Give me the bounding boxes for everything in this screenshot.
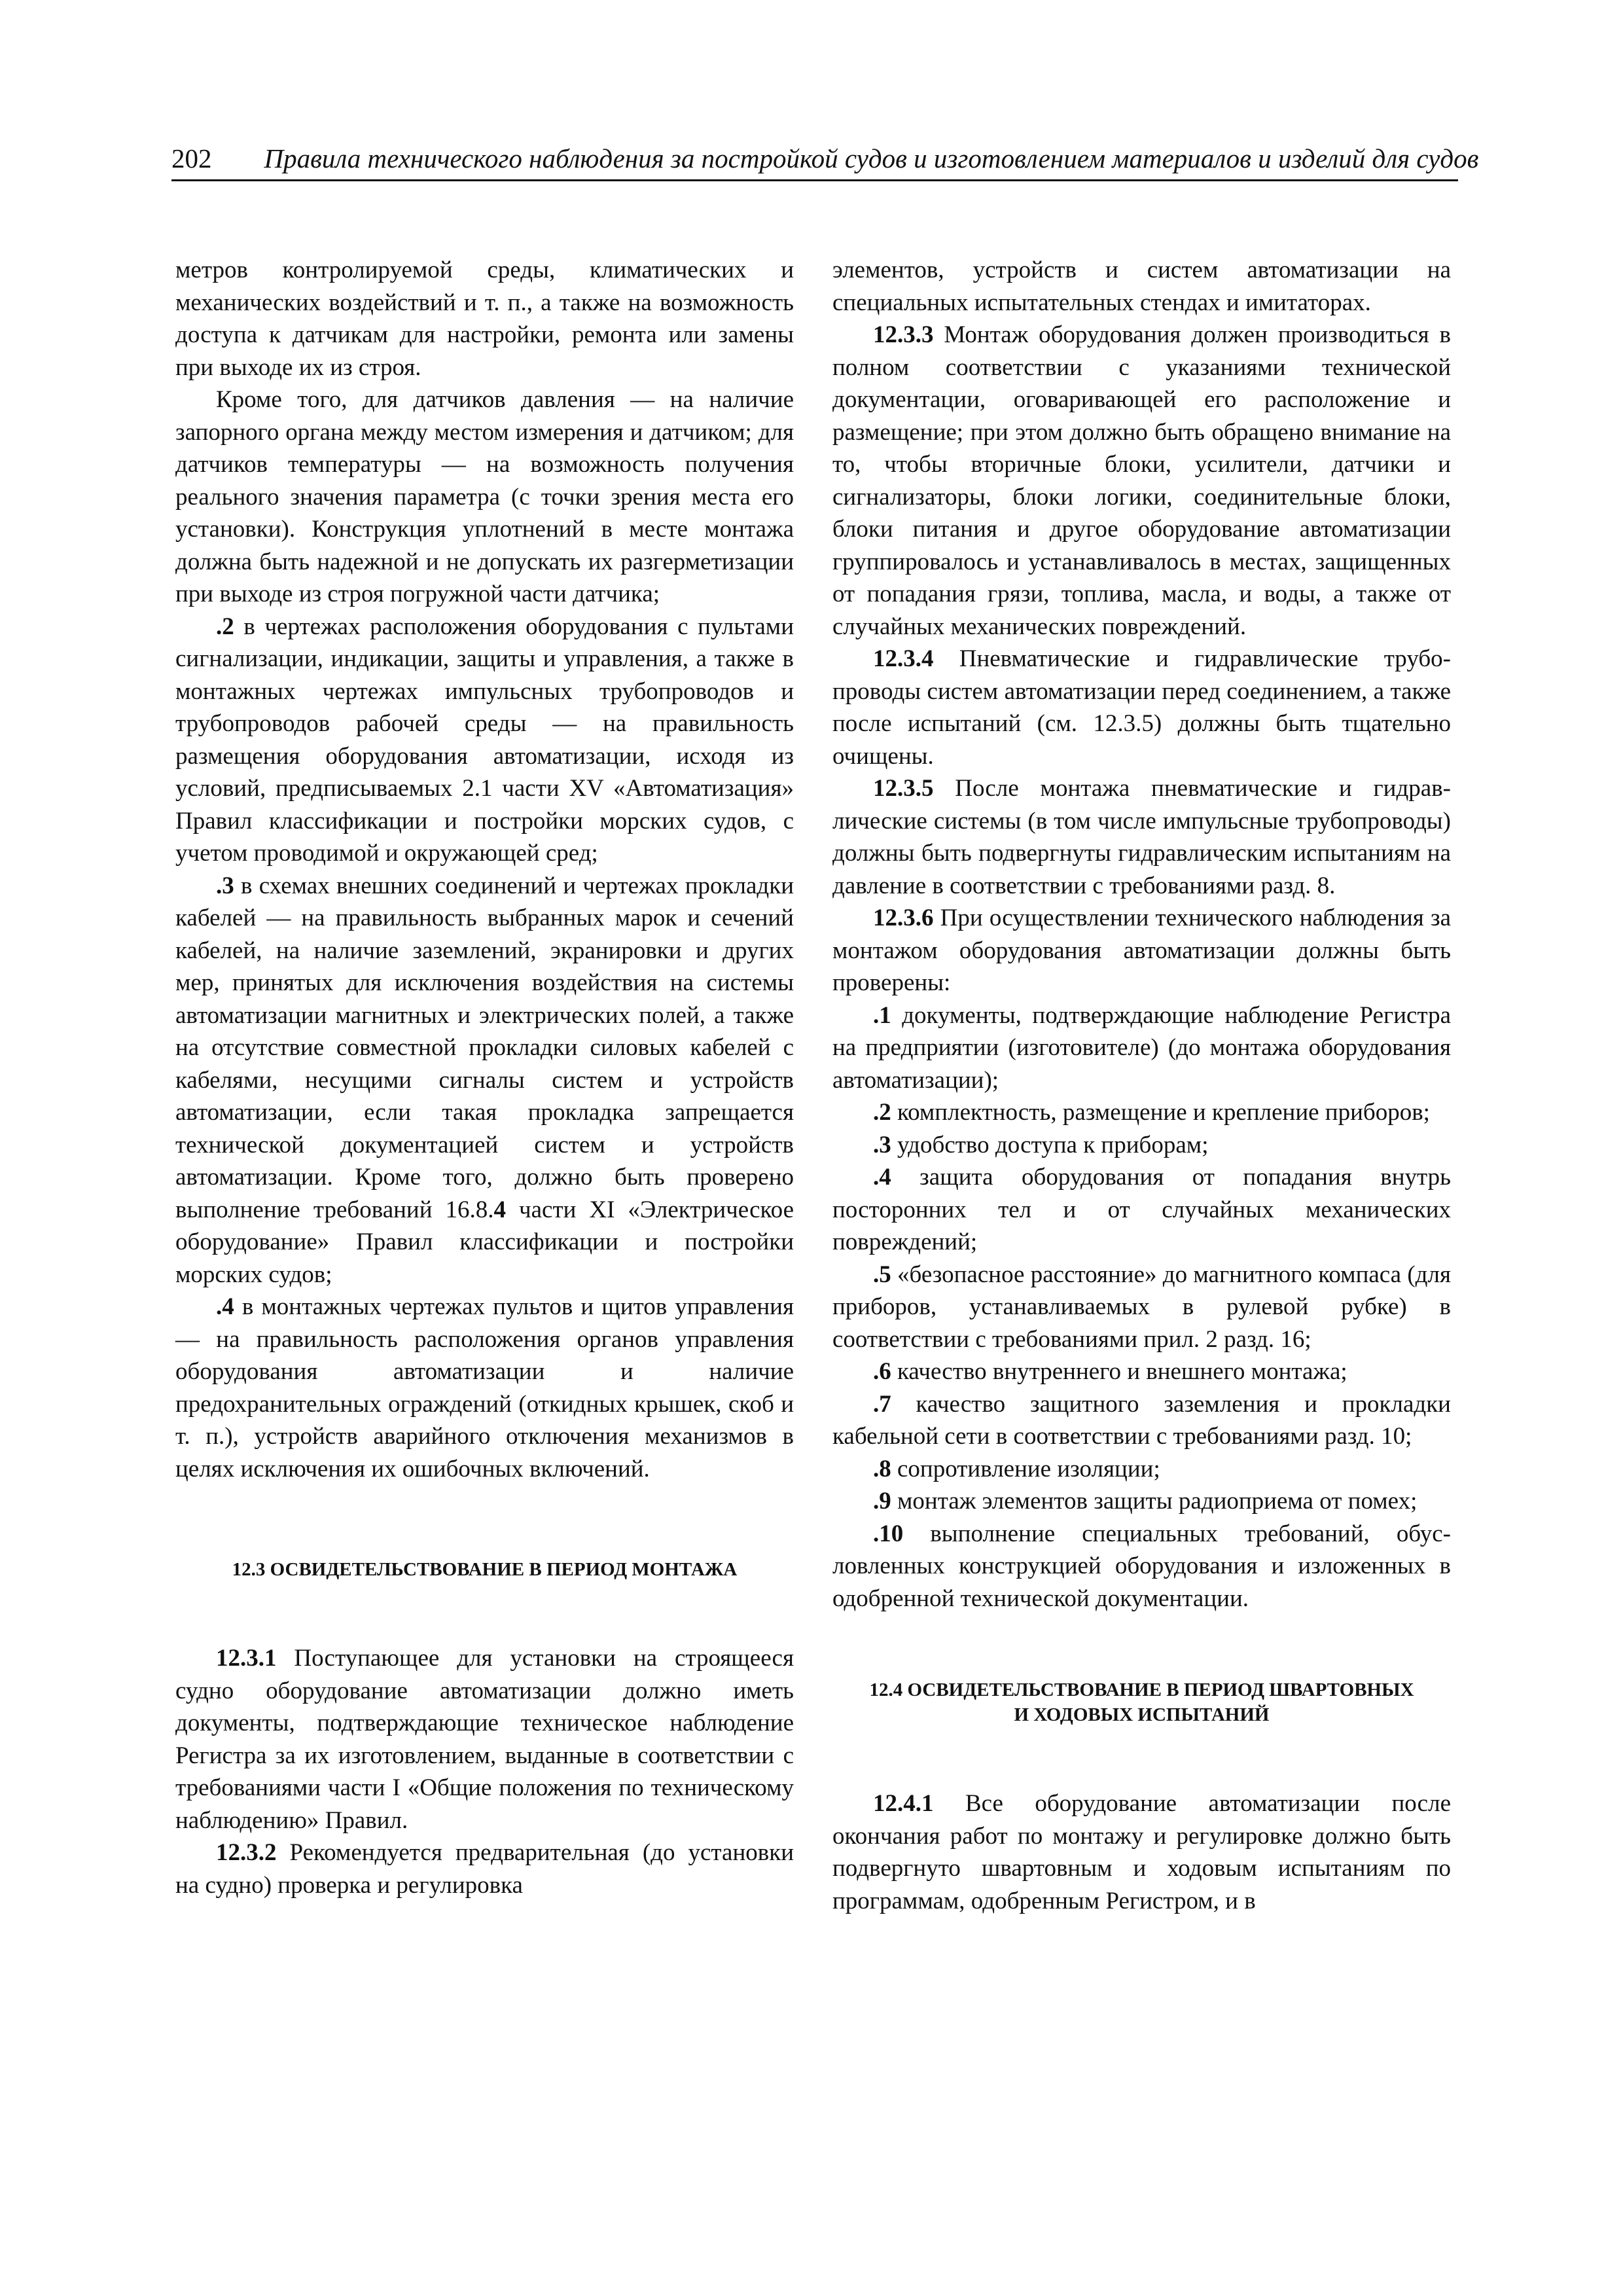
clause-text: Все оборудование автоматизации после окончания работ по монтажу и регулировке должно быть подвергнуто швартовным и ходовым испытаниям по программам, одобренным Регистром, и в <box>832 1790 1451 1914</box>
clause-number: 12.3.6 <box>873 905 934 931</box>
list-item <box>832 1485 1451 1518</box>
paragraph-12-3-6 <box>832 902 1451 999</box>
clause-text: Пневматические и гидравлические трубопроводы систем автоматизации перед соединением, а также после испытаний (см. 12.3.5) должны быть тщательно очищены. <box>832 645 1451 770</box>
paragraph-12-3-4 <box>832 643 1451 772</box>
item-number: .4 <box>873 1164 891 1191</box>
clause-text: Рекомендуется предварительная (до установки на судно) проверка и регулировка <box>175 1839 794 1899</box>
list-item <box>832 999 1451 1097</box>
paragraph-12-3-5 <box>832 772 1451 902</box>
list-item <box>832 1129 1451 1162</box>
clause-text: Поступающее для установки на строящееся судно оборудование автоматизации должно иметь документы, подтверждающие техническое наблюдение Регистра за их изготовлением, выданные в соответствии с требованиями части I «Общие положения по техническому наблюдению» Правил. <box>175 1645 794 1834</box>
clause-number: 12.4.1 <box>873 1790 934 1817</box>
right-column <box>832 254 1451 1917</box>
page-header <box>171 143 1479 181</box>
list-item <box>175 611 794 870</box>
item-text: защита оборудования от попадания внутрь посторонних тел и от случайных механических повреждений; <box>832 1164 1451 1255</box>
paragraph: элементов, устройств и систем автоматизации на специальных испытательных стендах и имитаторах. <box>832 257 1451 316</box>
item-text: в чертежах расположения оборудования с пультами сигнализации, индикации, защиты и управления, а также в монтажных чертежах импульсных трубопроводов и трубопроводов рабочей среды — на правильность размещения оборудования автоматизации, исходя из условий, предписываемых 2.1 части XV «Автоматизация» Правил классификации и постройки морских судов, с учетом проводимой и окружающей сред; <box>175 613 794 867</box>
item-text: комплектность, размещение и крепление приборов; <box>891 1099 1430 1126</box>
left-column <box>175 254 794 1901</box>
item-text: «безопасное расстояние» до магнитного компаса (для приборов, устанавливаемых в рулевой рубке) в соответствии с требованиями прил. 2 разд. 16; <box>832 1261 1451 1353</box>
list-item <box>832 1161 1451 1259</box>
item-bold-ref: 4 <box>493 1196 506 1223</box>
item-number: .7 <box>873 1390 891 1418</box>
list-item <box>832 1259 1451 1356</box>
item-number: .9 <box>873 1488 891 1515</box>
heading-line: И ХОДОВЫХ ИСПЫТАНИЙ <box>1014 1704 1270 1725</box>
list-item <box>832 1518 1451 1615</box>
item-text: сопротивление изоляции; <box>891 1455 1160 1482</box>
heading-line: 12.4 ОСВИДЕТЕЛЬСТВОВАНИЕ В ПЕРИОД ШВАРТОВНЫХ <box>869 1679 1414 1700</box>
item-number: .2 <box>873 1099 891 1126</box>
list-item <box>832 1096 1451 1129</box>
item-text: качество защитного заземления и прокладки кабельной сети в соответствии с требованиями разд. 10; <box>832 1390 1451 1450</box>
section-heading-12-3: 12.3 ОСВИДЕТЕЛЬСТВОВАНИЕ В ПЕРИОД МОНТАЖА <box>232 1559 738 1580</box>
item-number: .8 <box>873 1455 891 1482</box>
item-text: документы, подтверждающие наблюдение Регистра на предприятии (изготовителе) (до монтажа оборудования автоматизации); <box>832 1001 1451 1094</box>
paragraph-12-4-1 <box>832 1787 1451 1917</box>
clause-number: 12.3.5 <box>873 775 934 802</box>
item-number: .10 <box>873 1520 904 1547</box>
clause-text: После монтажа пневматические и гидравлические системы (в том числе импульсные трубопроводы) должны быть подвергнуты гидравлическим испытаниям на давление в соответствии с требованиями разд. 8. <box>832 775 1451 899</box>
clause-text: При осуществлении технического наблюдения за монтажом оборудования автоматизации должны быть проверены: <box>832 905 1451 996</box>
item-number: .6 <box>873 1358 891 1385</box>
paragraph: метров контролируемой среды, климатических и механических воздействий и т. п., а также на возможность доступа к датчикам для настройки, ремонта или замены при выходе их из строя. <box>175 257 794 381</box>
item-text: выполнение специальных требований, обусловленных конструкцией оборудования и изложенных в одобренной технической документации. <box>832 1520 1451 1612</box>
item-number: .5 <box>873 1261 891 1288</box>
clause-number: 12.3.3 <box>873 321 934 348</box>
section-heading-12-4 <box>832 1677 1451 1727</box>
item-number: .2 <box>216 613 234 640</box>
item-text: части XI «Электрическое оборудование» Правил классификации и постройки морских судов; <box>175 1196 794 1288</box>
item-number: .3 <box>873 1131 891 1158</box>
item-text: удобство доступа к приборам; <box>891 1131 1209 1158</box>
clause-text: Монтаж оборудования должен производиться в полном соответствии с указаниями технической документации, оговаривающей его расположение и размещение; при этом должно быть обращено внимание на то, чтобы вторичные блоки, усилители, датчики и сигнализаторы, блоки логики, соединительные блоки, блоки питания и другое оборудование автоматизации группировалось и устанавливалось в местах, защищенных от попадания грязи, топлива, масла, и воды, а также от случайных механических повреждений. <box>832 321 1451 640</box>
clause-number: 12.3.2 <box>216 1839 277 1866</box>
item-text: монтаж элементов защиты радиоприема от помех; <box>891 1488 1418 1515</box>
list-item <box>832 1355 1451 1388</box>
paragraph-12-3-1 <box>175 1642 794 1837</box>
list-item <box>832 1388 1451 1453</box>
item-number: .4 <box>216 1293 234 1320</box>
clause-number: 12.3.4 <box>873 645 934 672</box>
running-title: Правила технического наблюдения за постройкой судов и изготовлением материалов и изделий для судов <box>264 143 1479 173</box>
item-number: .3 <box>216 872 234 899</box>
list-item <box>175 1291 794 1485</box>
item-text: качество внутреннего и внешнего монтажа; <box>891 1358 1347 1385</box>
item-number: .1 <box>873 1001 891 1029</box>
list-item <box>175 870 794 1291</box>
paragraph: Кроме того, для датчиков давления — на наличие запорного органа между местом измерения и датчиком; для датчиков температуры — на возможность получения реального значения параметра (с точки зрения места его установки). Конструкция уплотнений в месте монтажа должна быть надежной и не допускать их разгерметизации при выходе из строя погружной части датчика; <box>175 386 794 607</box>
clause-number: 12.3.1 <box>216 1645 277 1672</box>
page-number: 202 <box>171 143 212 173</box>
paragraph-12-3-2 <box>175 1837 794 1901</box>
list-item <box>832 1453 1451 1486</box>
item-text: в схемах внешних соединений и чертежах прокладки кабелей — на правильность выбранных марок и сечений кабелей, на наличие заземлений, экранировки и других мер, принятых для исключения воздействия на системы автоматизации магнитных и электрических полей, а также на отсутствие совместной прокладки силовых кабелей с кабелями, несущими сигналы систем и устройств автоматизации, если такая прокладка запрещается технической документацией систем и устройств автоматизации. Кроме того, должно быть проверено выполнение требований 16.8. <box>175 872 794 1223</box>
paragraph-12-3-3 <box>832 319 1451 643</box>
item-text: в монтажных чертежах пультов и щитов управления — на правильность расположения органов управления оборудования автоматизации и наличие предохранительных ограждений (откидных крышек, скоб и т. п.), устройств аварийного отключения механизмов в целях исключения их ошибочных включений. <box>175 1293 794 1482</box>
